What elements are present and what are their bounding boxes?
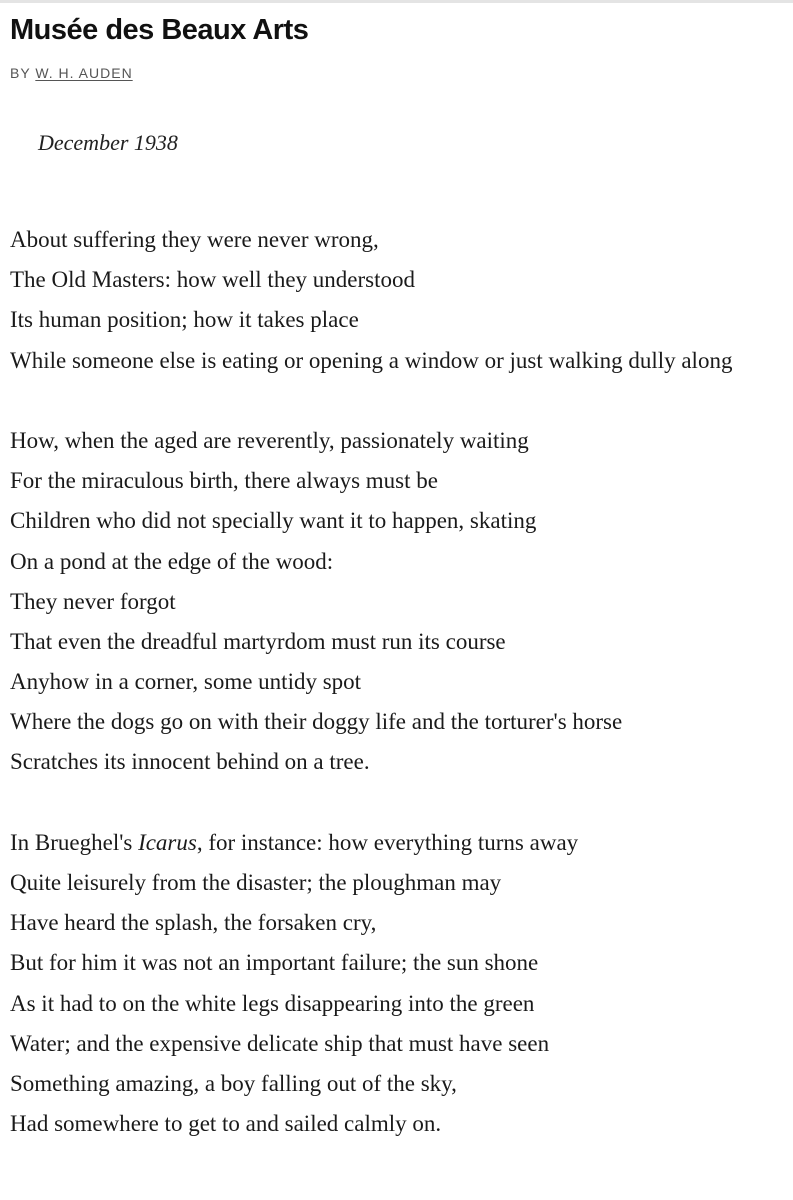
poem-line: That even the dreadful martyrdom must run its course <box>10 628 506 654</box>
poem-line: As it had to on the white legs disappearing into the green <box>10 990 535 1016</box>
poem-line: Something amazing, a boy falling out of the sky, <box>10 1070 457 1096</box>
poem-line: Scratches its innocent behind on a tree. <box>10 749 370 775</box>
poem-date: December 1938 <box>38 130 178 155</box>
poem-line: While someone else is eating or opening a window or just walking dully along <box>10 347 733 373</box>
poem-line: The Old Masters: how well they understood <box>10 267 415 293</box>
poem-line: Had somewhere to get to and sailed calmly on. <box>10 1111 442 1137</box>
top-divider <box>0 0 793 3</box>
poem-line: For the miraculous birth, there always must be <box>10 468 438 494</box>
poem-line: Quite leisurely from the disaster; the ploughman may <box>10 870 502 896</box>
poem-line: Where the dogs go on with their doggy life and the torturer's horse <box>10 709 623 735</box>
poem-line: How, when the aged are reverently, passionately waiting <box>10 427 529 453</box>
poem-line: Have heard the splash, the forsaken cry, <box>10 910 377 936</box>
byline <box>10 63 133 83</box>
poem-line: About suffering they were never wrong, <box>10 227 379 252</box>
poem-line: Children who did not specially want it to happen, skating <box>10 508 537 534</box>
stanza-3 <box>10 823 785 1145</box>
poem-body <box>10 220 785 1185</box>
painting-title: Icarus <box>138 829 197 855</box>
poem-line: Water; and the expensive delicate ship that must have seen <box>10 1030 550 1056</box>
poem-line: But for him it was not an important failure; the sun shone <box>10 950 539 976</box>
stanza-1 <box>10 220 785 381</box>
poem-line <box>10 823 785 863</box>
poem-title: Musée des Beaux Arts <box>10 14 309 46</box>
poem-line: They never forgot <box>10 588 176 614</box>
author-link[interactable]: W. H. AUDEN <box>35 65 133 81</box>
stanza-2 <box>10 421 785 783</box>
poem-line: Anyhow in a corner, some untidy spot <box>10 669 362 695</box>
poem-line: On a pond at the edge of the wood: <box>10 548 334 574</box>
line-text: , for instance: how everything turns away <box>196 829 579 855</box>
byline-prefix: BY <box>10 65 31 81</box>
poem-line: Its human position; how it takes place <box>10 307 359 333</box>
line-text: In Brueghel's <box>10 829 139 855</box>
